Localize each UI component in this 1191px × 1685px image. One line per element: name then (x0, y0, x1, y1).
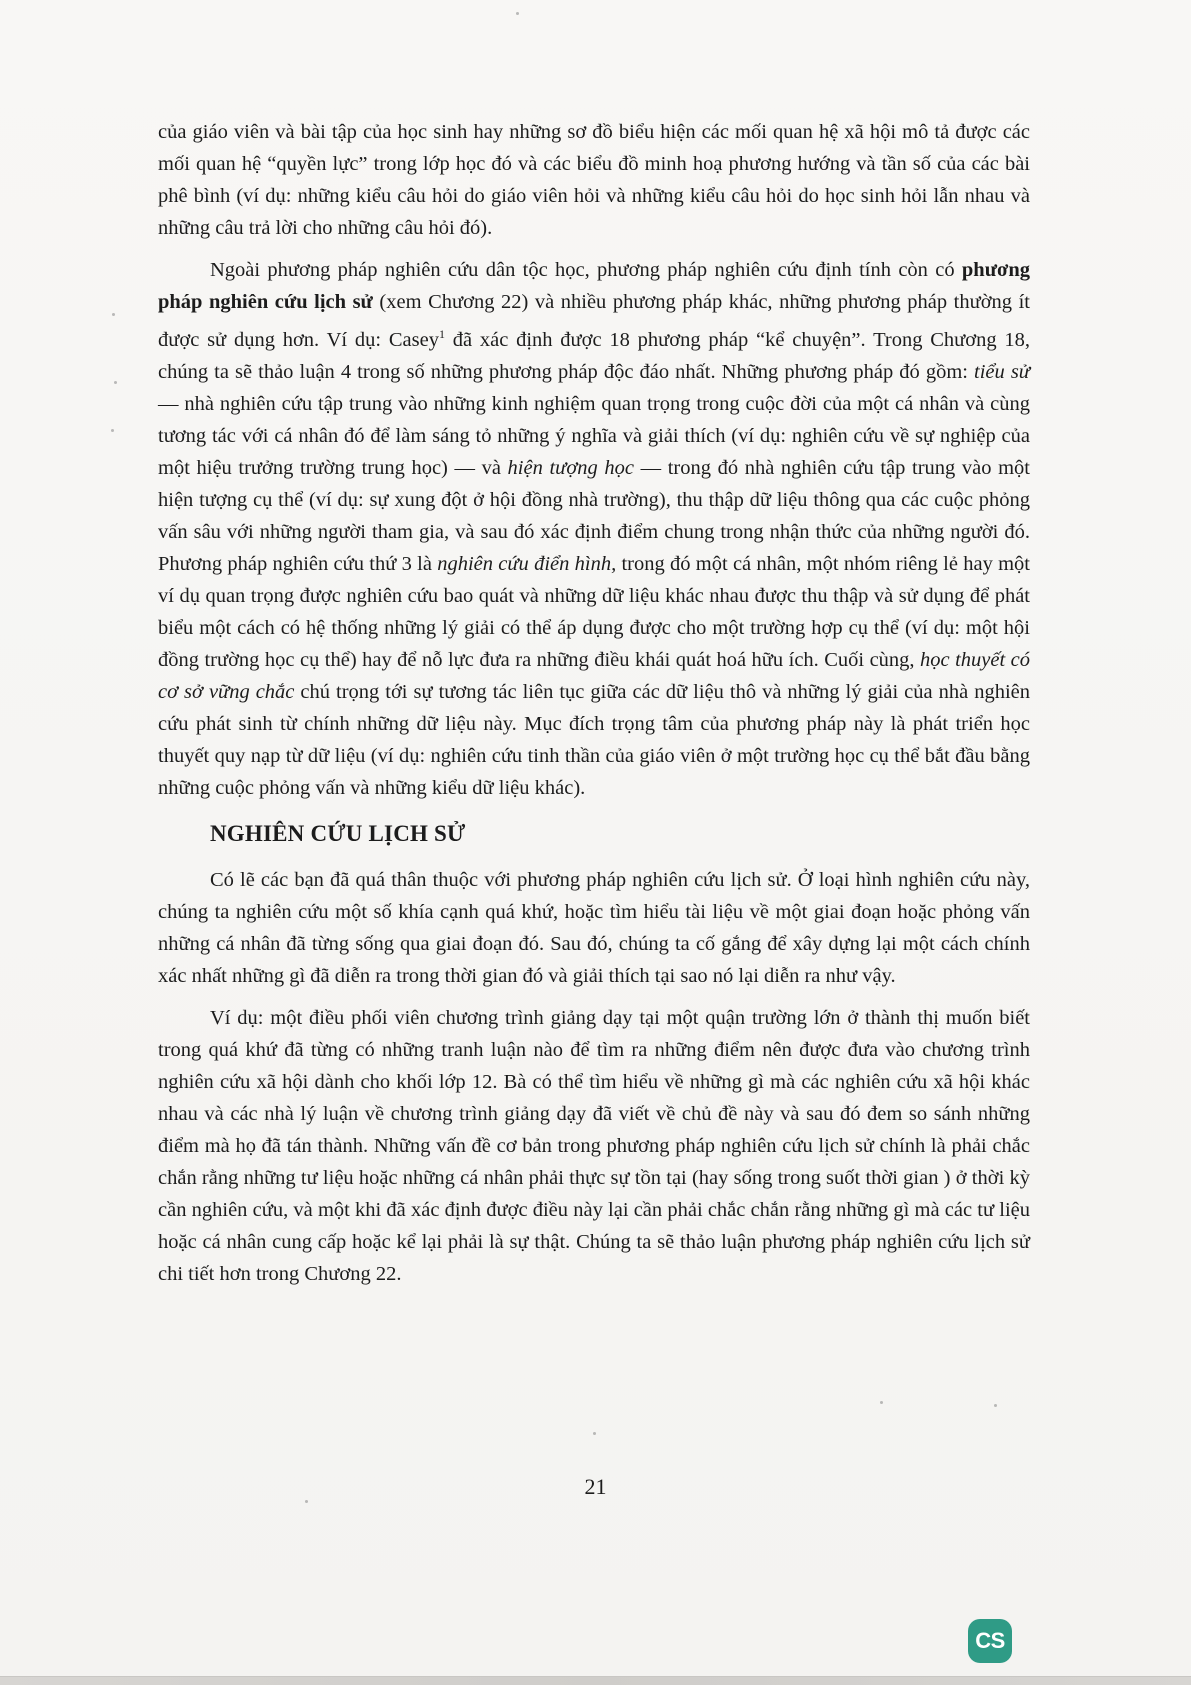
scan-speck (593, 1432, 596, 1435)
paragraph-2-text-2: (xem Chương 22) và nhiều phương pháp khác, những phương pháp thường ít được sử dụng hơn. Ví dụ: Casey (158, 291, 1030, 351)
term-grounded-theory: học thuyết có cơ sở vững chắc (158, 648, 1030, 703)
camscanner-logo-icon: CS (968, 1619, 1012, 1663)
paragraph-4: Ví dụ: một điều phối viên chương trình giảng dạy tại một quận trường lớn ở thành thị muốn biết trong quá khứ đã từng có những tranh luận nào để tìm ra những điểm nên được đưa vào chương trình nghiên cứu xã hội dành cho khối lớp 12. Bà có thể tìm hiểu về những gì mà các nghiên cứu xã hội khác nhau và các nhà lý luận về chương trình giảng dạy đã viết về chủ đề này và sau đó đem so sánh những điểm mà họ đã tán thành. Những vấn đề cơ bản trong phương pháp nghiên cứu lịch sử chính là phải chắc chắn rằng những tư liệu hoặc những cá nhân phải thực sự tồn tại (hay sống trong suốt thời gian ) ở thời kỳ cần nghiên cứu, và một khi đã xác định được điều này lại cần phải chắc chắn rằng những gì mà các tư liệu hoặc cá nhân cung cấp hoặc kể lại phải là sự thật. Chúng ta sẽ thảo luận phương pháp nghiên cứu lịch sử chi tiết hơn trong Chương 22. (158, 1006, 1030, 1285)
term-biography: tiểu sử (974, 360, 1030, 383)
paragraph-2-text-4: — nhà nghiên cứu tập trung vào những kinh nghiệm quan trọng trong cuộc đời của một cá nhân và cùng tương tác với cá nhân đó để làm sáng tỏ những ý nghĩa và giải thích (ví dụ: nghiên cứu về sự nghiệp của một hiệu trưởng trường trung học) — và (158, 392, 1030, 479)
scan-speck (305, 1500, 308, 1503)
scan-speck (880, 1401, 883, 1404)
paragraph-2-text-3: đã xác định được 18 phương pháp “kể chuyện”. Trong Chương 18, chúng ta sẽ thảo luận 4 trong số những phương pháp độc đáo nhất. Những phương pháp đó gồm: (158, 328, 1030, 383)
term-case-study: nghiên cứu điển hình, (437, 552, 617, 575)
scan-speck (114, 381, 117, 384)
paragraph-2-text-7: chú trọng tới sự tương tác liên tục giữa các dữ liệu thô và những lý giải của nhà nghiên cứu phát sinh từ chính những dữ liệu này. Mục đích trọng tâm của phương pháp này là phát triển học thuyết quy nạp từ dữ liệu (ví dụ: nghiên cứu tinh thần của giáo viên ở một trường học cụ thể bắt đầu bằng những cuộc phỏng vấn và những kiểu dữ liệu khác). (158, 680, 1030, 799)
footnote-marker: 1 (438, 327, 445, 341)
page-number: 21 (584, 1474, 607, 1499)
paragraph-2-text-6: trong đó một cá nhân, một nhóm riêng lẻ hay một ví dụ quan trọng được nghiên cứu bao quát và những dữ liệu khác nhau được thu thập và sử dụng để phát biểu một cách có hệ thống những lý giải có thể áp dụng được cho một trường hợp cụ thể (ví dụ: một hội đồng trường học cụ thể) hay để nỗ lực đưa ra những điều khái quát hoá hữu ích. Cuối cùng, (158, 552, 1030, 671)
paragraph-3: Có lẽ các bạn đã quá thân thuộc với phương pháp nghiên cứu lịch sử. Ở loại hình nghiên cứu này, chúng ta nghiên cứu một số khía cạnh quá khứ, hoặc tìm hiểu tài liệu về một giai đoạn hoặc phỏng vấn những cá nhân đã từng sống qua giai đoạn đó. Sau đó, chúng ta cố gắng để xây dựng lại một cách chính xác nhất những gì đã diễn ra trong thời gian đó và giải thích tại sao nó lại diễn ra như vậy. (158, 868, 1030, 987)
scan-speck (994, 1404, 997, 1407)
scan-speck (516, 12, 519, 15)
scan-speck (112, 313, 115, 316)
scan-speck (111, 429, 114, 432)
paragraph-2 (158, 254, 1030, 804)
section-heading: NGHIÊN CỨU LỊCH SỬ (210, 820, 466, 846)
page-content (158, 116, 1030, 1290)
term-historical-research: phương pháp nghiên cứu lịch sử (158, 259, 1030, 313)
scan-bottom-edge (0, 1676, 1191, 1685)
paragraph-2-text-5: — trong đó nhà nghiên cứu tập trung vào một hiện tượng cụ thể (ví dụ: sự xung đột ở hội đồng nhà trường), thu thập dữ liệu thông qua các cuộc phỏng vấn sâu với những người tham gia, và sau đó xác định điểm chung trong nhận thức của những người đó. Phương pháp nghiên cứu thứ 3 là (158, 456, 1030, 575)
paragraph-1: của giáo viên và bài tập của học sinh hay những sơ đồ biểu hiện các mối quan hệ xã hội mô tả được các mối quan hệ “quyền lực” trong lớp học đó và các biểu đồ minh hoạ phương hướng và tần số của các bài phê bình (ví dụ: những kiểu câu hỏi do giáo viên hỏi và những kiểu câu hỏi do học sinh hỏi lẫn nhau và những câu trả lời cho những câu hỏi đó). (158, 121, 1030, 239)
term-phenomenology: hiện tượng học (507, 456, 634, 479)
paragraph-2-text-1: Ngoài phương pháp nghiên cứu dân tộc học, phương pháp nghiên cứu định tính còn có (210, 259, 962, 281)
